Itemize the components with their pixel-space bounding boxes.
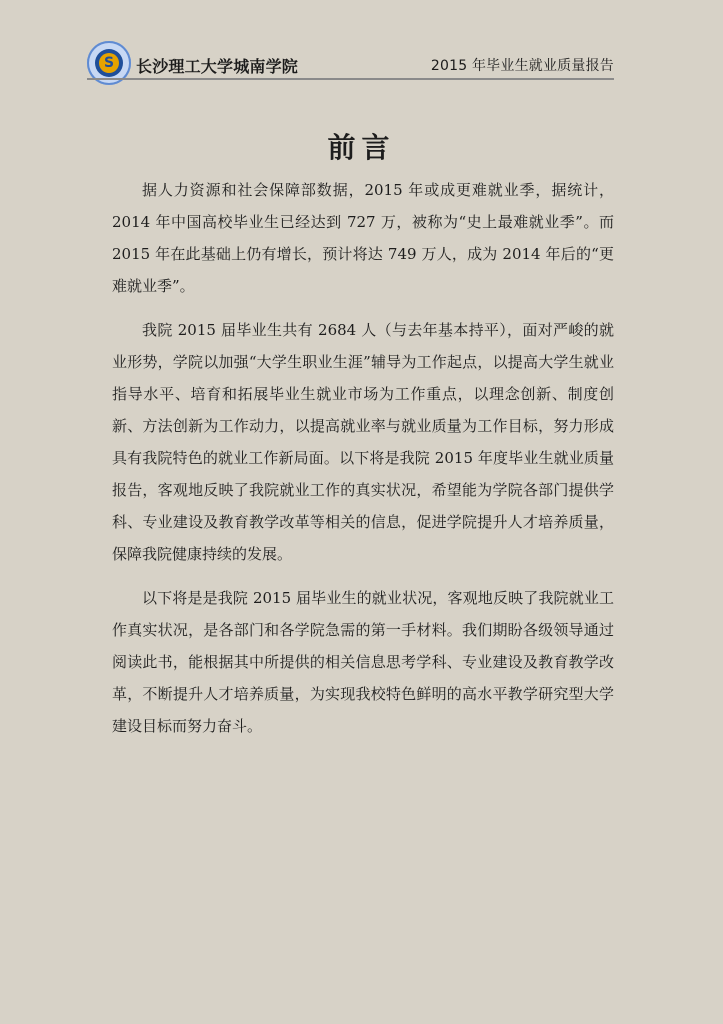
page-title: 前言	[327, 131, 396, 164]
paragraph-1: 据人力资源和社会保障部数据，2015 年或成更难就业季，据统计，2014 年中国高校毕业生已经达到 727 万，被称为“史上最难就业季”。而 2015 年在此基础上仍有增长，预计将达 749 万人，成为 2014 年后的“更难就业季”。	[112, 181, 614, 295]
header-divider	[87, 78, 614, 80]
page-header	[87, 36, 614, 82]
paragraph-2: 我院 2015 届毕业生共有 2684 人（与去年基本持平），面对严峻的就业形势，学院以加强“大学生职业生涯”辅导为工作起点，以提高大学生就业指导水平、培育和拓展毕业生就业市场为工作重点，以理念创新、制度创新、方法创新为工作动力，以提高就业率与就业质量为工作目标，努力形成具有我院特色的就业工作新局面。以下将是我院 2015 年度毕业生就业质量报告，客观地反映了我院就业工作的真实状况，希望能为学院各部门提供学科、专业建设及教育教学改革等相关的信息，促进学院提升人才培养质量，保障我院健康持续的发展。	[112, 321, 614, 563]
report-title: 2015 年毕业生就业质量报告	[430, 58, 614, 74]
school-name: 长沙理工大学城南学院	[136, 57, 299, 76]
paragraph-3: 以下将是是我院 2015 届毕业生的就业状况，客观地反映了我院就业工作真实状况，是各部门和各学院急需的第一手材料。我们期盼各级领导通过阅读此书，能根据其中所提供的相关信息思考学科、专业建设及教育教学改革，不断提升人才培养质量，为实现我校特色鲜明的高水平教学研究型大学建设目标而努力奋斗。	[112, 589, 614, 735]
logo-center-icon: S	[99, 53, 119, 73]
document-body	[112, 174, 614, 742]
